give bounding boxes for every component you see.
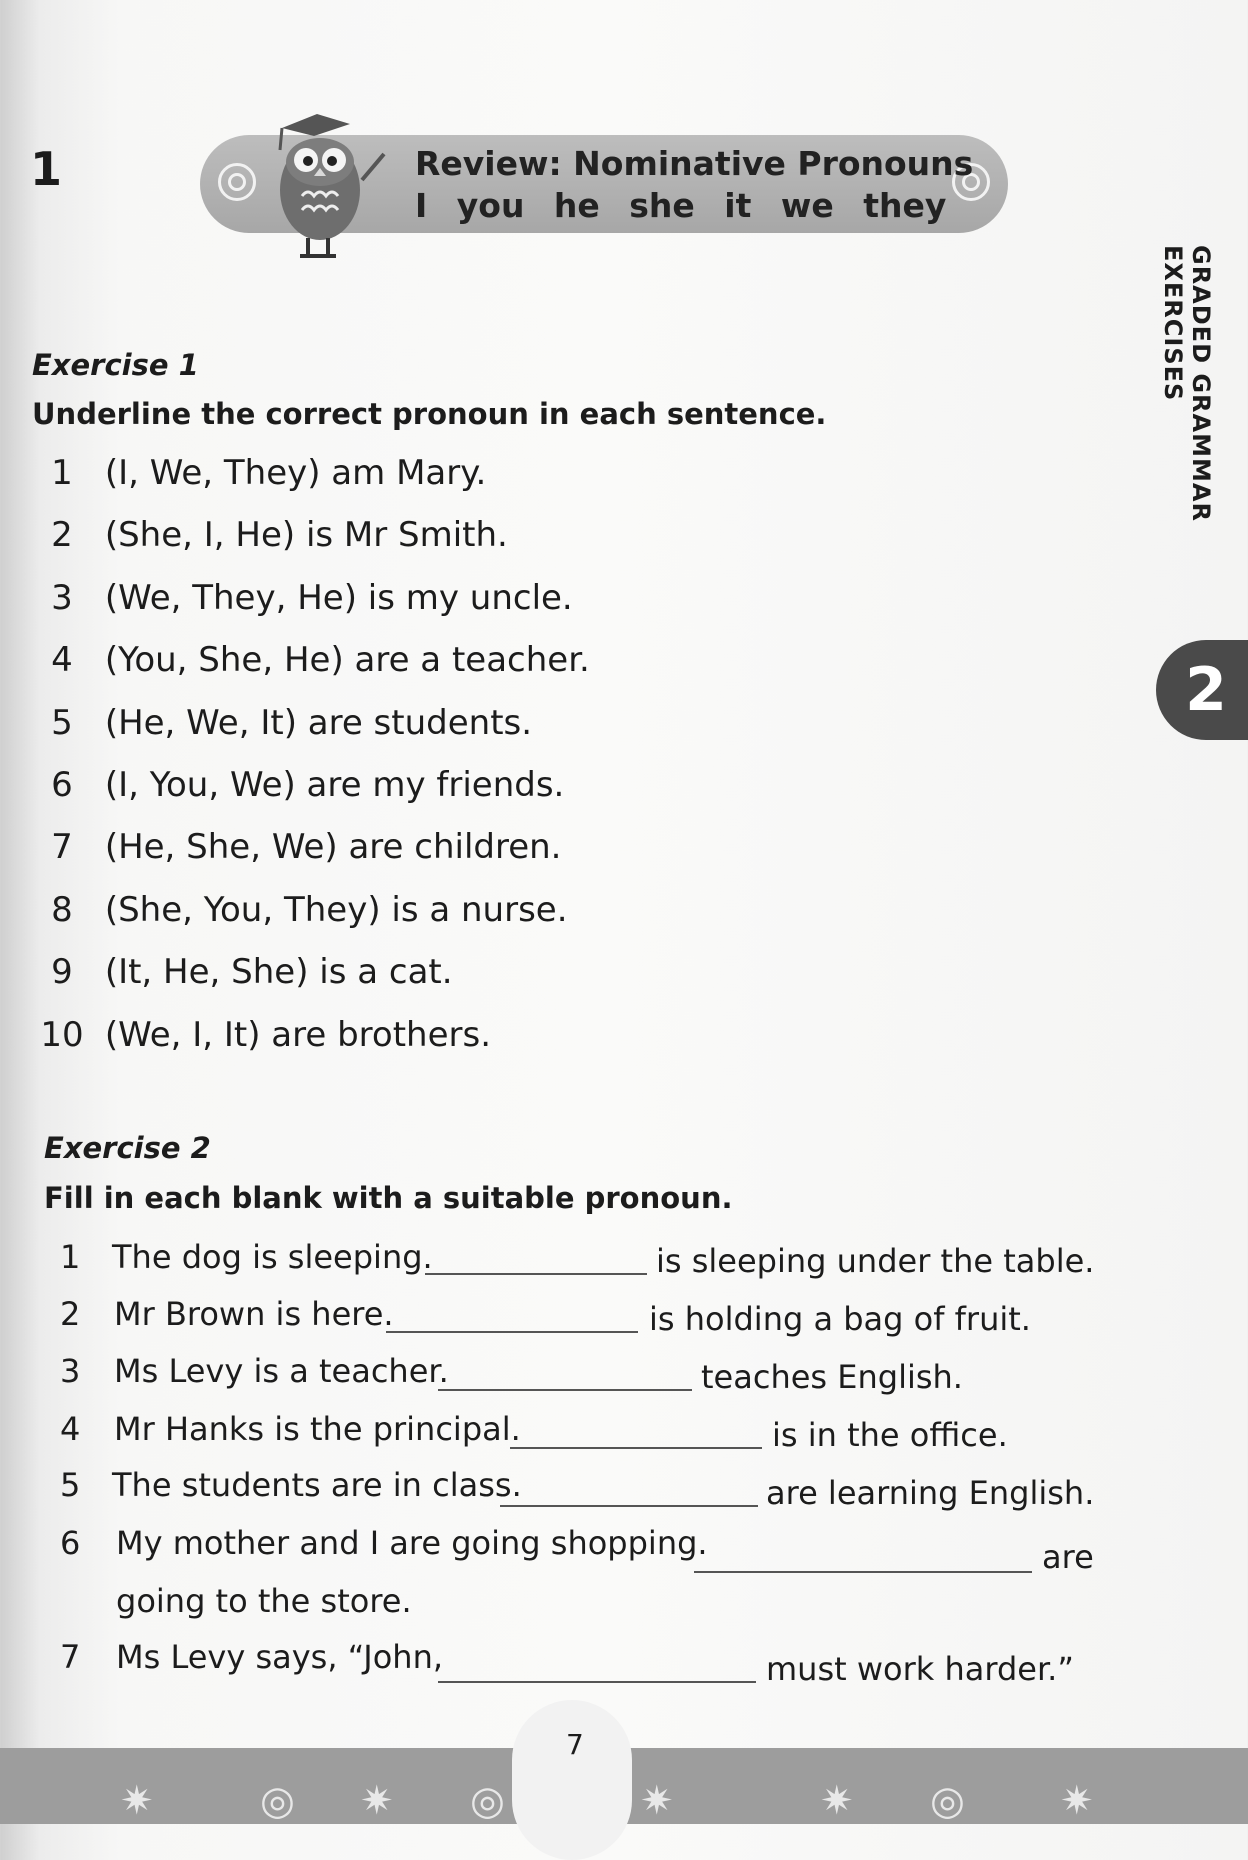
list-item — [30, 504, 590, 566]
list-item — [30, 692, 590, 754]
item-number: 10 — [40, 1014, 84, 1055]
item-number: 8 — [51, 889, 73, 930]
sentence-end: is in the office. — [772, 1416, 1008, 1454]
answer-blank[interactable] — [438, 1388, 692, 1391]
exercise-2-title: Exercise 2 — [44, 1131, 211, 1165]
exercise-2-instruction: Fill in each blank with a suitable pronoun. — [44, 1181, 733, 1215]
owl-mascot-icon — [262, 110, 394, 260]
sentence-end: is holding a bag of fruit. — [649, 1300, 1031, 1338]
list-item — [30, 1004, 590, 1066]
sentence-start: Ms Levy says, “John, — [116, 1638, 444, 1676]
footer-arch — [512, 1700, 632, 1860]
answer-blank[interactable] — [438, 1680, 756, 1683]
banner-title: Review: Nominative Pronouns — [415, 144, 974, 183]
sentence-start: Mr Hanks is the principal. — [114, 1410, 521, 1448]
list-item — [30, 754, 590, 816]
item-number: 2 — [51, 515, 73, 556]
sentence: (It, He, She) is a cat. — [104, 952, 453, 993]
side-section-label: GRADED GRAMMAR EXERCISES — [1159, 245, 1215, 522]
swirl-decoration-icon: ◎ — [260, 1778, 295, 1824]
item-number: 3 — [51, 577, 73, 618]
sentence: (We, I, It) are brothers. — [104, 1014, 492, 1055]
exercise-1-list — [30, 442, 590, 1066]
list-item — [30, 816, 590, 878]
sentence-end: must work harder.” — [766, 1650, 1074, 1688]
item-number: 6 — [51, 765, 73, 806]
answer-blank[interactable] — [425, 1272, 647, 1275]
sentence-end: are learning English. — [766, 1474, 1095, 1512]
exercise-1-title: Exercise 1 — [32, 348, 199, 382]
item-number: 6 — [60, 1524, 81, 1562]
unit-number: 1 — [30, 142, 63, 196]
sentence: (You, She, He) are a teacher. — [104, 640, 590, 681]
swirl-icon — [218, 163, 256, 201]
item-number: 4 — [60, 1410, 81, 1448]
star-decoration-icon: ✷ — [820, 1778, 854, 1824]
item-number: 1 — [60, 1238, 81, 1276]
sentence: (He, We, It) are students. — [104, 702, 533, 743]
sentence-start: The dog is sleeping. — [112, 1238, 433, 1276]
banner-pronoun-list: I you he she it we they — [415, 186, 947, 225]
star-decoration-icon: ✷ — [1060, 1778, 1094, 1824]
sentence-end: is sleeping under the table. — [656, 1242, 1095, 1280]
sentence-start: The students are in class. — [112, 1466, 522, 1504]
section-tab: 2 — [1156, 640, 1248, 740]
sentence-continuation: going to the store. — [116, 1582, 412, 1620]
sentence: (I, You, We) are my friends. — [104, 765, 565, 806]
sentence-end: are — [1042, 1538, 1094, 1576]
exercise-1-instruction: Underline the correct pronoun in each sentence. — [32, 397, 827, 431]
item-number: 5 — [60, 1466, 81, 1504]
item-number: 7 — [60, 1638, 81, 1676]
page-number: 7 — [566, 1728, 584, 1761]
star-decoration-icon: ✷ — [120, 1778, 154, 1824]
star-decoration-icon: ✷ — [360, 1778, 394, 1824]
item-number: 9 — [51, 952, 73, 993]
sentence: (He, She, We) are children. — [104, 827, 562, 868]
item-number: 3 — [60, 1352, 81, 1390]
sentence-start: Mr Brown is here. — [114, 1295, 394, 1333]
item-number: 7 — [51, 827, 73, 868]
sentence-start: Ms Levy is a teacher. — [114, 1352, 449, 1390]
list-item — [30, 629, 590, 691]
item-number: 4 — [51, 640, 73, 681]
swirl-decoration-icon: ◎ — [930, 1778, 965, 1824]
list-item — [30, 879, 590, 941]
sentence-end: teaches English. — [701, 1358, 963, 1396]
item-number: 2 — [60, 1295, 81, 1333]
sentence: (We, They, He) is my uncle. — [104, 577, 573, 618]
answer-blank[interactable] — [694, 1570, 1032, 1573]
star-decoration-icon: ✷ — [640, 1778, 674, 1824]
list-item — [30, 567, 590, 629]
item-number: 1 — [51, 453, 73, 493]
sentence: (She, You, They) is a nurse. — [104, 889, 568, 930]
answer-blank[interactable] — [500, 1504, 758, 1507]
list-item — [30, 941, 590, 1003]
list-item — [30, 442, 590, 504]
answer-blank[interactable] — [386, 1330, 638, 1333]
swirl-decoration-icon: ◎ — [470, 1778, 505, 1824]
item-number: 5 — [51, 702, 73, 743]
sentence: (I, We, They) am Mary. — [104, 453, 487, 493]
sentence-start: My mother and I are going shopping. — [116, 1524, 708, 1562]
sentence: (She, I, He) is Mr Smith. — [104, 515, 508, 556]
answer-blank[interactable] — [510, 1446, 762, 1449]
